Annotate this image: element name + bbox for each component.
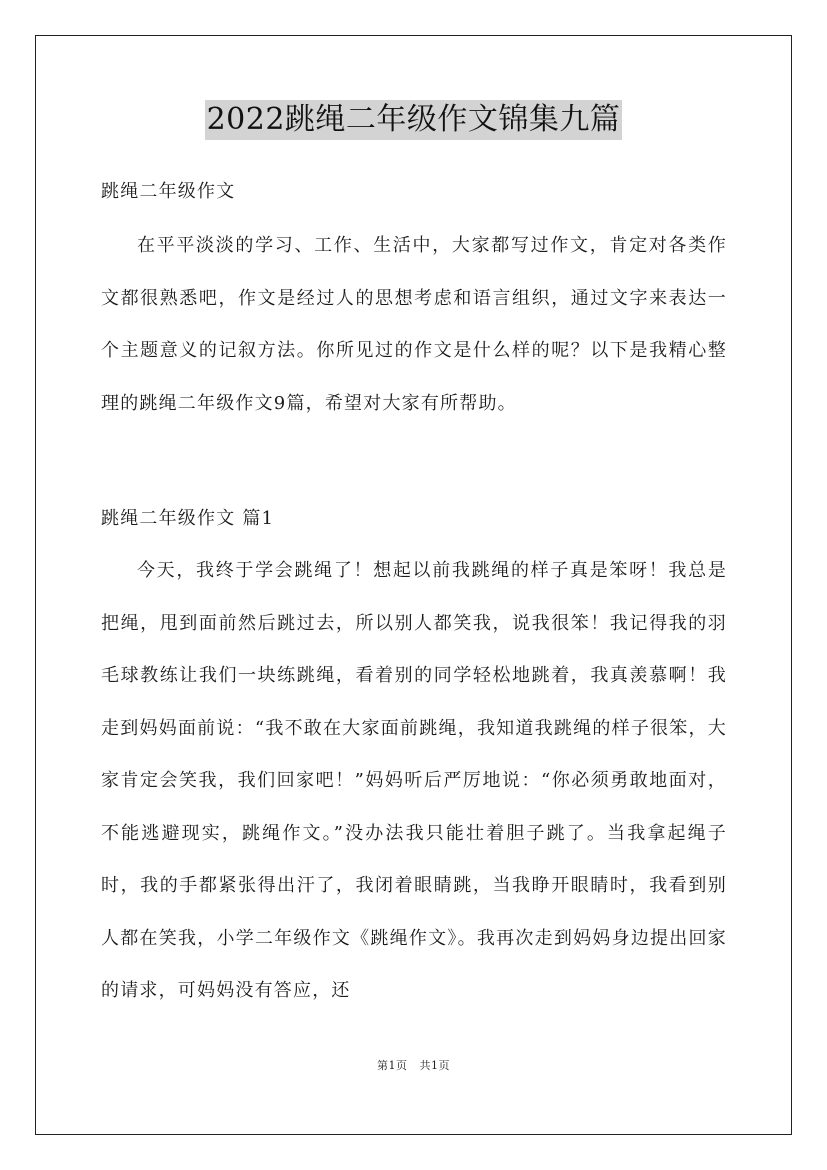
- section-1-paragraph: 今天，我终于学会跳绳了！想起以前我跳绳的样子真是笨呀！我总是把绳，甩到面前然后跳过去，所以别人都笑我，说我很笨！我记得我的羽毛球教练让我们一块练跳绳，看着别的同学轻松地跳着，我真羡慕啊！我走到妈妈面前说：“我不敢在大家面前跳绳，我知道我跳绳的样子很笨，大家肯定会笑我，我们回家吧！”妈妈听后严厉地说：“你必须勇敢地面对，不能逃避现实，跳绳作文。”没办法我只能壮着胆子跳了。当我拿起绳子时，我的手都紧张得出汗了，我闭着眼睛跳，当我睁开眼睛时，我看到别人都在笑我，小学二年级作文《跳绳作文》。我再次走到妈妈身边提出回家的请求，可妈妈没有答应，还: [101, 560, 727, 1001]
- section-1-heading-block: [101, 509, 727, 529]
- section-1-paragraph-block: [101, 545, 727, 1018]
- page-footer: [0, 1057, 827, 1073]
- title-wrap: [0, 100, 827, 140]
- section-1-heading: 跳绳二年级作文 篇1: [101, 508, 275, 529]
- intro-heading-block: [101, 182, 727, 202]
- intro-heading: 跳绳二年级作文: [101, 181, 236, 202]
- document-title: 2022跳绳二年级作文锦集九篇: [205, 100, 623, 140]
- intro-paragraph-block: [101, 220, 727, 430]
- page-total: 共1页: [419, 1059, 450, 1072]
- intro-paragraph: 在平平淡淡的学习、工作、生活中，大家都写过作文，肯定对各类作文都很熟悉吧，作文是经过人的思想考虑和语言组织，通过文字来表达一个主题意义的记叙方法。你所见过的作文是什么样的呢？以下是我精心整理的跳绳二年级作文9篇，希望对大家有所帮助。: [101, 235, 727, 414]
- page-number: 第1页: [377, 1059, 408, 1072]
